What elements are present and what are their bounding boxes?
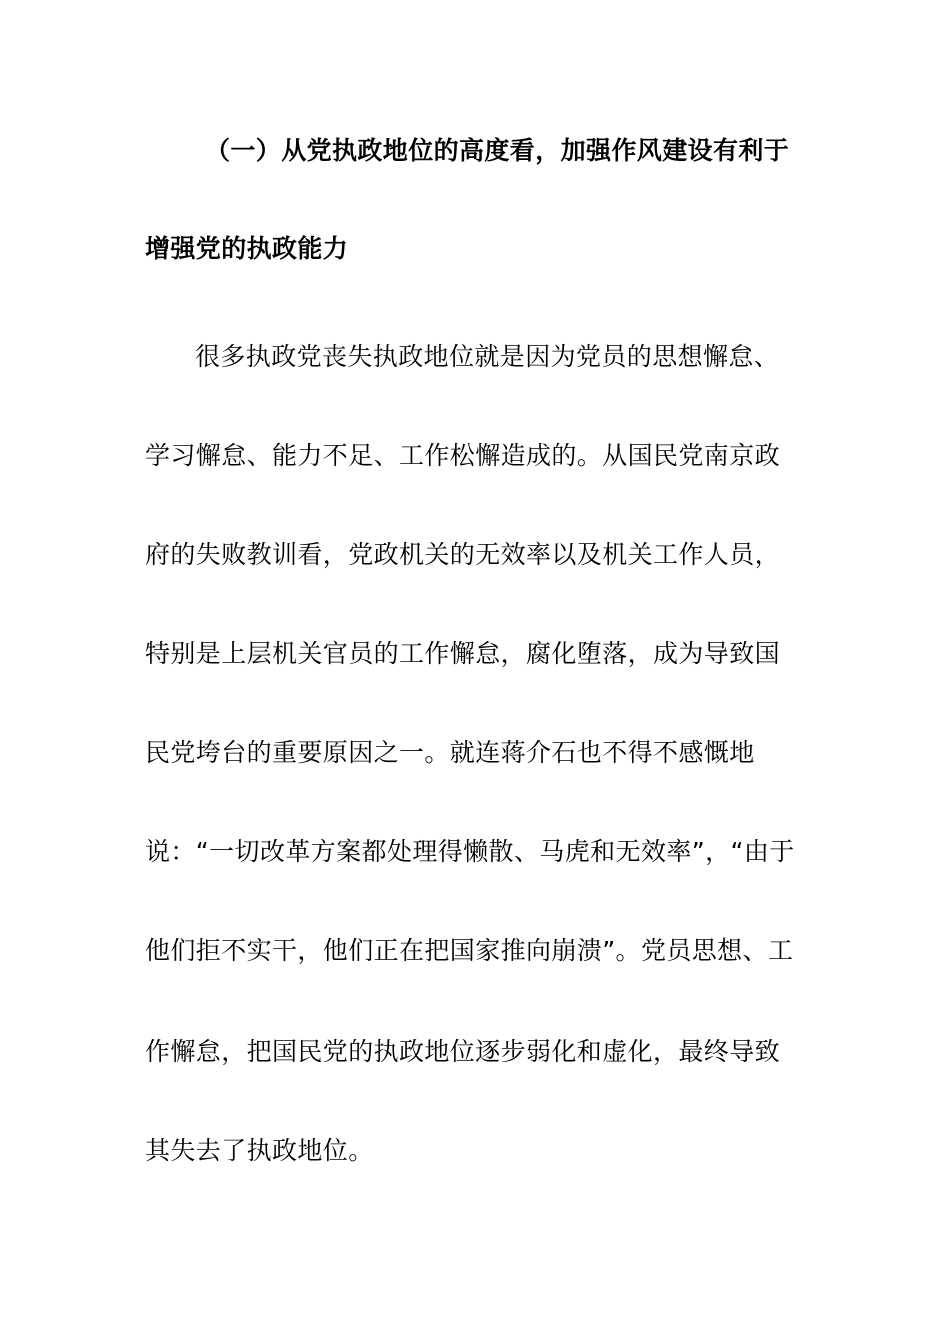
paragraph-line-1: 很多执政党丧失执政地位就是因为党员的思想懈怠、: [195, 342, 780, 371]
paragraph-line-3: 府的失败教训看，党政机关的无效率以及机关工作人员，: [145, 540, 781, 569]
paragraph-line-8: 作懈怠，把国民党的执政地位逐步弱化和虚化，最终导致: [145, 1037, 781, 1066]
section-heading-line-1: （一）从党执政地位的高度看，加强作风建设有利于: [205, 136, 790, 165]
paragraph-line-6: 说：“一切改革方案都处理得懒散、马虎和无效率”，“由于: [145, 837, 795, 866]
section-heading-line-2: 增强党的执政能力: [145, 234, 349, 263]
paragraph-line-4: 特别是上层机关官员的工作懈怠，腐化堕落，成为导致国: [145, 639, 781, 668]
paragraph-line-7: 他们拒不实干，他们正在把国家推向崩溃”。党员思想、工: [145, 936, 794, 965]
paragraph-line-9: 其失去了执政地位。: [145, 1136, 374, 1165]
paragraph-line-5: 民党垮台的重要原因之一。就连蒋介石也不得不感慨地: [145, 738, 755, 767]
paragraph-line-2: 学习懈怠、能力不足、工作松懈造成的。从国民党南京政: [145, 441, 781, 470]
